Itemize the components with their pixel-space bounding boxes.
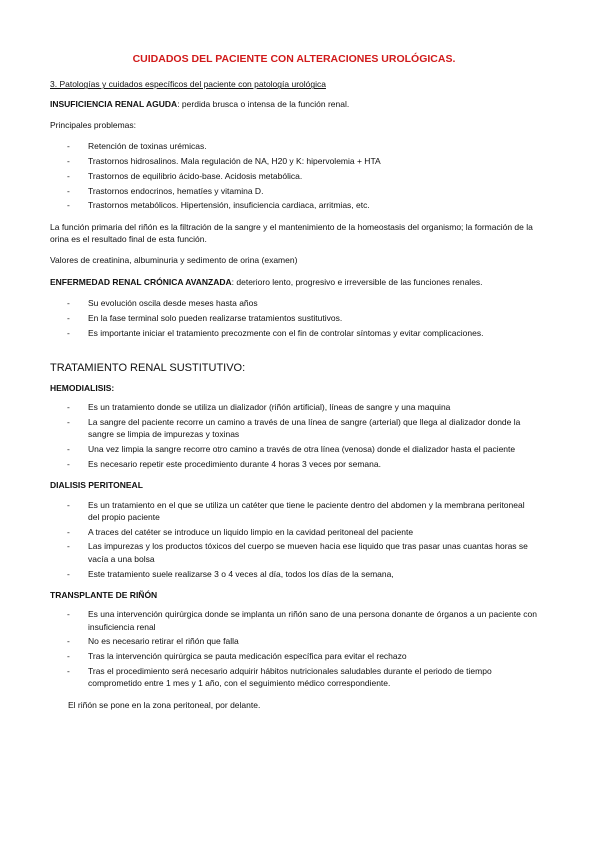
list-item: - Retención de toxinas urémicas. — [50, 140, 538, 152]
hemodialisis-heading: HEMODIALISIS: — [50, 382, 115, 393]
list-item: - Trastornos metabólicos. Hipertensión, insuficiencia cardiaca, arritmias, etc. — [50, 199, 538, 211]
list-item: - Trastornos de equilibrio ácido-base. Acidosis metabólica. — [50, 170, 538, 182]
list-item: - Trastornos hidrosalinos. Mala regulación de NA, H20 y K: hipervolemia + HTA — [50, 155, 538, 167]
list-item: - Es importante iniciar el tratamiento precozmente con el fin de controlar síntomas y evitar complicaciones. — [50, 327, 538, 339]
section-heading: 3. Patologías y cuidados específicos del paciente con patología urológica — [50, 79, 326, 90]
list-item: - Trastornos endocrinos, hematíes y vitamina D. — [50, 185, 538, 197]
dialisis-heading: DIALISIS PERITONEAL — [50, 480, 143, 491]
list-item: - Este tratamiento suele realizarse 3 o 4 veces al día, todos los días de la semana, — [50, 568, 538, 580]
list-item: - Una vez limpia la sangre recorre otro camino a través de otra línea (venosa) donde el dializador hasta el paciente — [50, 443, 538, 455]
dialisis-list — [50, 499, 538, 580]
list-item: - Es una intervención quirúrgica donde se implanta un riñón sano de una persona donante de órganos a un paciente con insuficiencia renal — [50, 608, 538, 633]
list-item: - No es necesario retirar el riñón que falla — [50, 635, 538, 647]
problems-list — [50, 140, 538, 212]
kidney-function-paragraph: La función primaria del riñón es la filtración de la sangre y el mantenimiento de la homeostasis del organismo; la formación de la orina es el resultado final de esta función. — [50, 221, 533, 245]
list-item: - A traces del catéter se introduce un liquido limpio en la cavidad peritoneal del paciente — [50, 526, 538, 538]
problems-label: Principales problemas: — [50, 119, 136, 130]
list-item: - Tras la intervención quirúrgica se pauta medicación específica para evitar el rechazo — [50, 650, 538, 662]
hemodialisis-list — [50, 401, 538, 470]
erca-definition — [50, 276, 538, 288]
list-item: - Tras el procedimiento será necesario adquirir hábitos nutricionales saludables durante el periodo de tiempo comprometido entre 1 mes y 1 año, con el seguimiento médico correspondiente. — [50, 665, 538, 690]
ira-def: : perdida brusca o intensa de la función renal. — [177, 98, 350, 109]
final-note: El riñón se pone en la zona peritoneal, por delante. — [68, 699, 261, 710]
erca-list — [50, 297, 538, 339]
list-item: - Es necesario repetir este procedimiento durante 4 horas 3 veces por semana. — [50, 458, 538, 470]
list-item: - Su evolución oscila desde meses hasta años — [50, 297, 538, 309]
trasplante-list — [50, 608, 538, 689]
values-paragraph: Valores de creatinina, albuminuria y sedimento de orina (examen) — [50, 255, 298, 266]
list-item: - Es un tratamiento donde se utiliza un dializador (riñón artificial), líneas de sangre y una maquina — [50, 401, 538, 413]
document-title: CUIDADOS DEL PACIENTE CON ALTERACIONES UROLÓGICAS. — [132, 53, 456, 65]
list-item: - Las impurezas y los productos tóxicos del cuerpo se mueven hacia ese liquido que tras pasar unas cuantas horas se vacía a una bolsa — [50, 540, 538, 565]
list-item: - En la fase terminal solo pueden realizarse tratamientos sustitutivos. — [50, 312, 538, 324]
treatment-heading: TRATAMIENTO RENAL SUSTITUTIVO: — [50, 361, 246, 374]
list-item: - Es un tratamiento en el que se utiliza un catéter que tiene le paciente dentro del abdomen y la membrana peritoneal del propio paciente — [50, 499, 538, 524]
erca-term: ENFERMEDAD RENAL CRÓNICA AVANZADA — [50, 276, 232, 287]
ira-definition — [50, 98, 538, 110]
list-item: - La sangre del paciente recorre un camino a través de una línea de sangre (arterial) que llega al dializador donde la sangre se limpia de impurezas y toxinas — [50, 416, 538, 441]
trasplante-heading: TRANSPLANTE DE RIÑÓN — [50, 589, 158, 600]
erca-def: : deterioro lento, progresivo e irreversible de las funciones renales. — [231, 276, 483, 287]
ira-term: INSUFICIENCIA RENAL AGUDA — [50, 98, 178, 109]
